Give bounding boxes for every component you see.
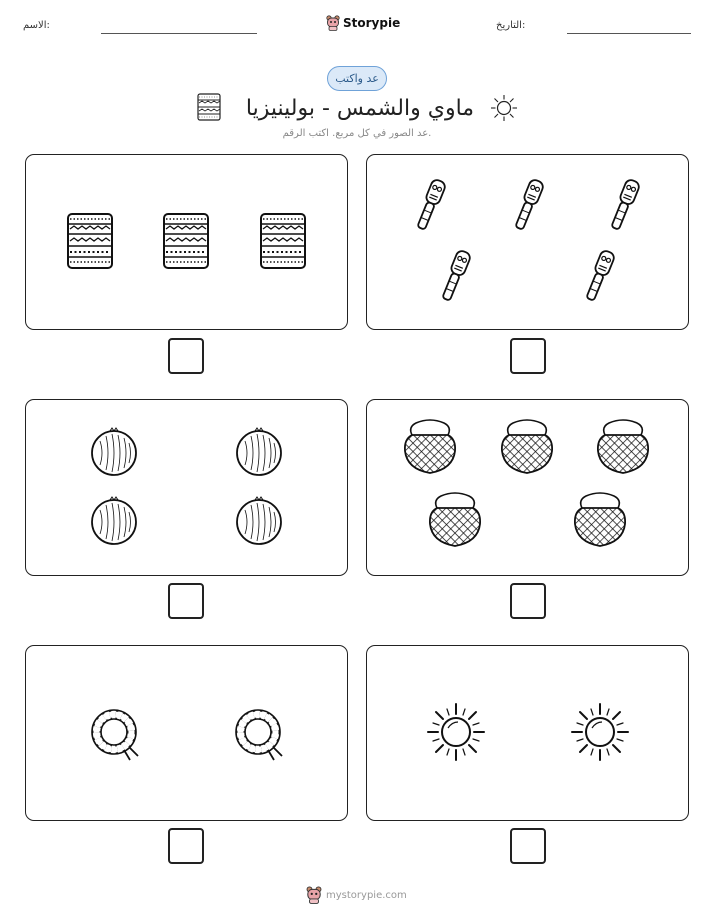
- tiki-totem-icon: [609, 178, 641, 231]
- footer: [306, 886, 407, 904]
- date-field-line[interactable]: [567, 33, 691, 34]
- net-bag-group: [366, 399, 689, 576]
- coconut-icon: [237, 428, 281, 475]
- footer-url[interactable]: mystorypie.com: [326, 889, 407, 901]
- instructions: عد الصور في كل مربع. اكتب الرقم.: [282, 128, 432, 139]
- brand-name: Storypie: [343, 16, 401, 30]
- answer-box[interactable]: [168, 583, 204, 619]
- totem-group: [366, 154, 689, 330]
- woven-mat-icon: [261, 214, 305, 268]
- answer-box[interactable]: [510, 583, 546, 619]
- coconut-icon: [237, 497, 281, 544]
- tiki-totem-icon: [440, 249, 472, 302]
- sun-icon: [490, 94, 518, 122]
- coconut-icon: [92, 497, 136, 544]
- sun-icon: [428, 704, 484, 760]
- coconut-icon: [92, 428, 136, 475]
- tiki-totem-icon: [513, 178, 545, 231]
- sun-icon: [572, 704, 628, 760]
- woven-mat-group: [25, 154, 348, 330]
- net-bag-icon: [502, 420, 552, 473]
- name-field-line[interactable]: [101, 33, 257, 34]
- answer-box[interactable]: [168, 828, 204, 864]
- mascot-icon: [306, 886, 322, 904]
- rope-coil-icon: [92, 710, 138, 760]
- storypie-logo: [326, 13, 400, 33]
- name-label: الاسم:: [23, 20, 50, 31]
- page-title: ماوي والشمس - بولينيزيا: [245, 95, 475, 121]
- activity-badge: عد واكتب: [327, 66, 387, 91]
- net-bag-icon: [575, 493, 625, 546]
- tiki-totem-icon: [584, 249, 616, 302]
- answer-box[interactable]: [510, 828, 546, 864]
- rope-coil-group: [25, 645, 348, 821]
- coconut-group: [25, 399, 348, 576]
- answer-box[interactable]: [168, 338, 204, 374]
- net-bag-icon: [598, 420, 648, 473]
- net-bag-icon: [405, 420, 455, 473]
- answer-box[interactable]: [510, 338, 546, 374]
- woven-mat-icon: [164, 214, 208, 268]
- net-bag-icon: [430, 493, 480, 546]
- date-label: التاريخ:: [496, 20, 526, 31]
- tiki-totem-icon: [415, 178, 447, 231]
- mascot-icon: [326, 15, 340, 31]
- rope-coil-icon: [236, 710, 282, 760]
- woven-mat-icon: [68, 214, 112, 268]
- sun-group: [366, 645, 689, 821]
